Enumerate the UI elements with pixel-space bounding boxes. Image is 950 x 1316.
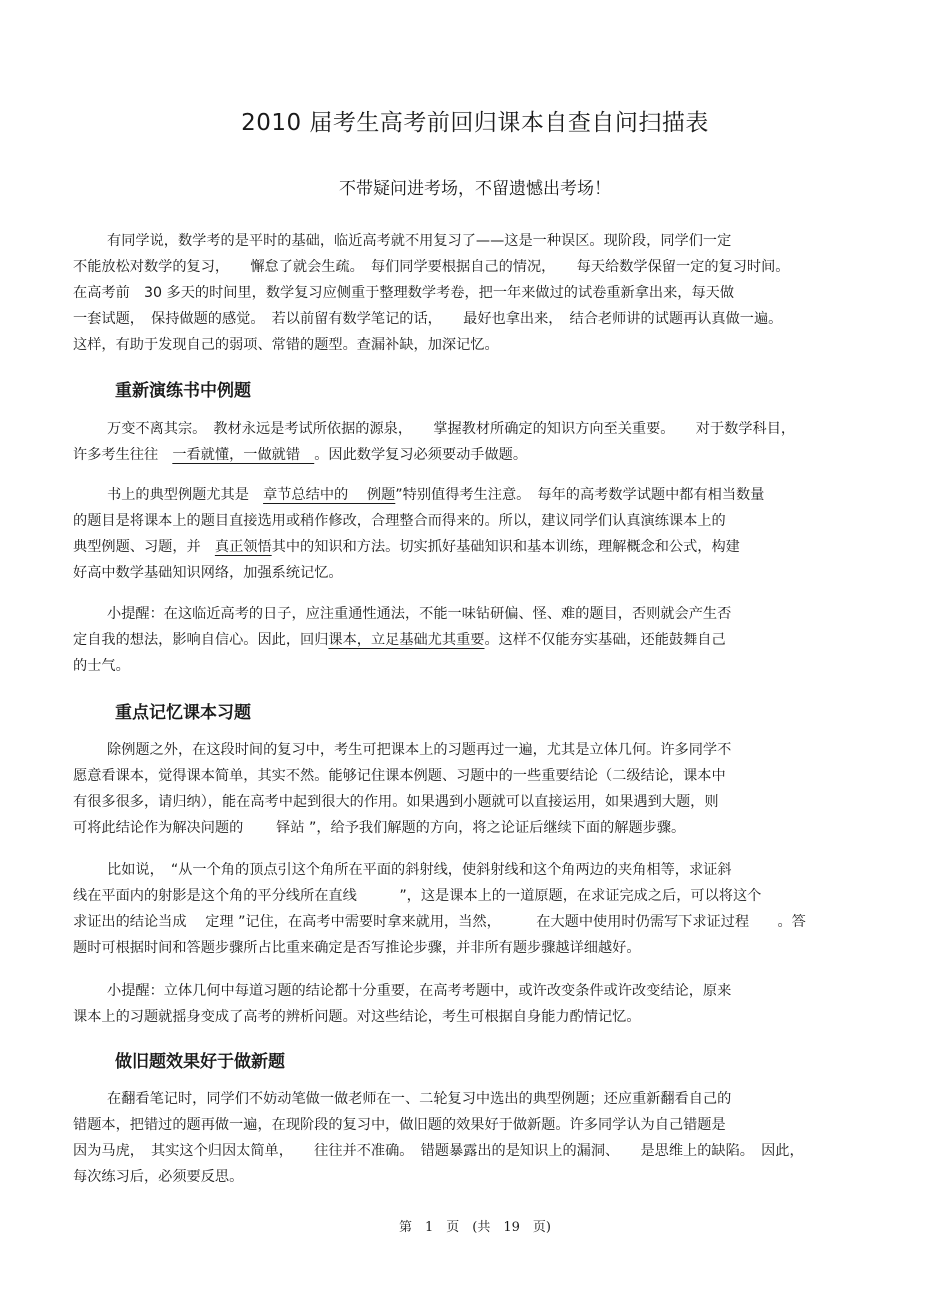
text-line: 书上的典型例题尤其是 章节总结中的 例题”特别值得考生注意。 每年的高考数学试题中都有相当数量 (107, 487, 765, 503)
paragraph (73, 416, 893, 468)
document-subtitle: 不带疑问进考场，不留遗憾出考场！ (339, 179, 611, 199)
underlined-phrase: 真正领悟 (214, 539, 272, 555)
tip-paragraph (73, 601, 893, 679)
paragraph (73, 857, 893, 961)
section-heading: 做旧题效果好于做新题 (115, 1052, 285, 1072)
section-heading: 重点记忆课本习题 (115, 703, 251, 723)
underlined-phrase: 章节总结中的 例题 (263, 487, 396, 503)
section-heading: 重新演练书中例题 (115, 381, 251, 401)
text-line: 有同学说，数学考的是平时的基础，临近高考就不用复习了——这是一种误区。现阶段，同学们一定 (107, 233, 732, 249)
text-line: 这样，有助于发现自己的弱项、常错的题型。查漏补缺，加深记忆。 (73, 337, 499, 353)
underlined-phrase: 课本，立足基础尤其重要 (328, 632, 485, 648)
page-number-footer: 第 1 页 (共 19 页) (399, 1220, 551, 1235)
text-line: 因为马虎， 其实这个归因太简单， 往往并不准确。 错题暴露出的是知识上的漏洞、 是思维上的缺陷。 因此， (73, 1143, 804, 1159)
text-line: 不能放松对数学的复习， 懈怠了就会生疏。 每们同学要根据自己的情况， 每天给数学保留一定的复习时间。 (73, 259, 790, 275)
text-line: 题时可根据时间和答题步骤所占比重来确定是否写推论步骤，并非所有题步骤越详细越好。 (73, 940, 641, 956)
text-line: 除例题之外，在这段时间的复习中，考生可把课本上的习题再过一遍，尤其是立体几何。许多同学不 (107, 742, 732, 758)
text-line: 一套试题， 保持做题的感觉。 若以前留有数学笔记的话， 最好也拿出来， 结合老师讲的试题再认真做一遍。 (73, 311, 783, 327)
paragraph (73, 482, 893, 586)
text-line: 小提醒：立体几何中每道习题的结论都十分重要，在高考考题中，或许改变条件或许改变结论，原来 (107, 983, 732, 999)
text-line: 许多考生往往 一看就懂，一做就错 。因此数学复习必须要动手做题。 (73, 447, 528, 463)
tip-paragraph (73, 978, 893, 1030)
paragraph (73, 737, 893, 841)
text-line: 错题本，把错过的题再做一遍，在现阶段的复习中，做旧题的效果好于做新题。许多同学认为自己错题是 (73, 1117, 726, 1133)
document-title: 2010 届考生高考前回归课本自查自问扫描表 (241, 110, 709, 136)
text-line: 线在平面内的射影是这个角的平分线所在直线 ”，这是课本上的一道原题，在求证完成之后，可以将这个 (73, 888, 762, 904)
text-line: 课本上的习题就摇身变成了高考的辨析问题。对这些结论，考生可根据自身能力酌情记忆。 (73, 1009, 641, 1025)
text-line: 小提醒：在这临近高考的日子，应注重通性通法，不能一味钻研偏、怪、难的题目，否则就会产生否 (107, 606, 732, 622)
text-line: 万变不离其宗。 教材永远是考试所依据的源泉， 掌握教材所确定的知识方向至关重要。 对于数学科目， (107, 421, 796, 437)
text-line: 有很多很多，请归纳），能在高考中起到很大的作用。如果遇到小题就可以直接运用，如果遇到大题，则 (73, 794, 719, 810)
text-line: 定自我的想法，影响自信心。因此，回归课本，立足基础尤其重要。这样不仅能夯实基础，还能鼓舞自己 (73, 632, 726, 648)
text-line: 在高考前 30 多天的时间里，数学复习应侧重于整理数学考卷，把一年来做过的试卷重新拿出来，每天做 (73, 285, 735, 301)
text-line: 可将此结论作为解决问题的 铎站 ”，给予我们解题的方向，将之论证后继续下面的解题步骤。 (73, 820, 686, 836)
text-line: 求证出的结论当成 定理 ”记住，在高考中需要时拿来就用，当然， 在大题中使用时仍需写下求证过程 。答 (73, 914, 806, 930)
text-line: 在翻看笔记时，同学们不妨动笔做一做老师在一、二轮复习中选出的典型例题；还应重新翻看自己的 (107, 1091, 732, 1107)
underlined-phrase: 一看就懂，一做就错 (172, 447, 315, 463)
paragraph (73, 1086, 893, 1190)
text-line: 的士气。 (73, 658, 130, 674)
text-line: 的题目是将课本上的题目直接选用或稍作修改，合理整合而得来的。所以，建议同学们认真演练课本上的 (73, 513, 726, 529)
text-line: 好高中数学基础知识网络，加强系统记忆。 (73, 565, 343, 581)
text-line: 典型例题、习题，并 真正领悟其中的知识和方法。切实抓好基础知识和基本训练，理解概念和公式，构建 (73, 539, 740, 555)
text-line: 愿意看课本，觉得课本简单，其实不然。能够记住课本例题、习题中的一些重要结论（二级结论，课本中 (73, 768, 726, 784)
intro-paragraph (73, 228, 893, 358)
text-line: 每次练习后，必须要反思。 (73, 1169, 244, 1185)
text-line: 比如说， “从一个角的顶点引这个角所在平面的斜射线，使斜射线和这个角两边的夹角相等，求证斜 (107, 862, 732, 878)
